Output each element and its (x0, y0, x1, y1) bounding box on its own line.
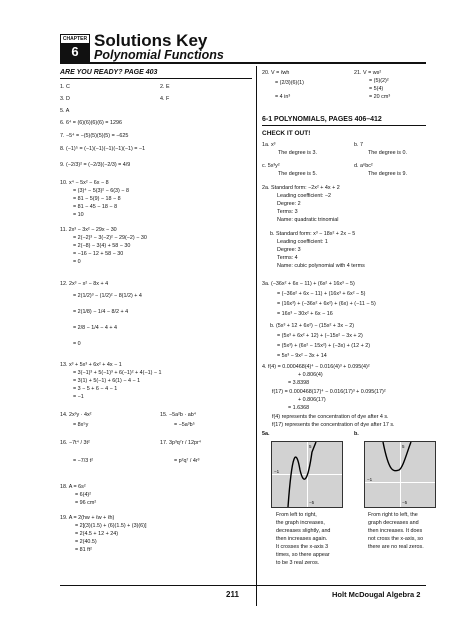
work-line: = (3)⁴ − 5(3)² − 6(3) − 8 (73, 188, 129, 194)
caption-5a-line: decreases slightly, and (276, 528, 331, 534)
work-line: Name: quadratic trinomial (277, 217, 339, 223)
tick-label: −5 (402, 500, 408, 505)
work-line: = 81 − 45 − 18 − 8 (73, 204, 118, 210)
caption-5b-line: then increases. It does (368, 528, 423, 534)
work-line: = 96 cm² (75, 500, 97, 506)
answer-4: 4. f(4) = 0.000468(4)⁴ − 0.016(4)³ + 0.095(4)² (262, 364, 370, 370)
answer-18: 18. A = 6s² (60, 484, 86, 490)
section-heading-ready: ARE YOU READY? PAGE 403 (60, 69, 158, 76)
answer-13: 13. x³ + 5x³ + 6x² + 4x − 1 (60, 362, 122, 368)
work-line: = (−36x² + 6x − 11) + (16x³ + 6x² − 5) (277, 291, 366, 297)
answer-17: 17. 3p³q⁷r / 12pr⁴ (160, 440, 202, 446)
graph-5a (271, 441, 343, 508)
answer-1a: 1a. x³ (262, 142, 276, 148)
caption-5b-line: there are no real zeros. (368, 544, 424, 550)
tick-label: −5 (309, 500, 315, 505)
curve-no-zeros (365, 442, 435, 507)
work-line: = −7/3 t² (73, 458, 94, 464)
answer-14: 14. 2x³y · 4x² (60, 412, 92, 418)
tick-label: 5 (309, 444, 312, 449)
answer-3b: b. (5x³ + 12 + 6x²) − (15x² + 3x − 2) (270, 323, 355, 329)
work-line: = 2[(3)(1.5) + (6)(1.5) + (3)(6)] (75, 523, 147, 529)
work-line: = 2/8 − 1/4 − 4 + 4 (73, 325, 118, 331)
chapter-number: 6 (71, 44, 79, 59)
answer-3a: 3a. (−36x² + 6x − 11) + (6x² + 16x³ − 5) (262, 281, 355, 287)
answer-21: 21. V = ws² (354, 70, 382, 76)
work-line: = −16 − 12 + 58 − 30 (73, 251, 124, 257)
answer-1d: d. a⁶bc² (354, 163, 373, 169)
chapter-label: CHAPTER (62, 36, 88, 42)
work-line: The degree is 5. (278, 171, 317, 177)
work-line: = 4 in³ (275, 94, 291, 100)
check-it-out-heading: CHECK IT OUT! (262, 130, 311, 137)
page-title: Solutions Key (94, 31, 208, 50)
work-line: Terms: 4 (277, 255, 298, 261)
answer-10: 10. x⁴ − 5x² − 6x − 8 (60, 180, 109, 186)
work-line: = −1 (73, 394, 84, 400)
work-line: = 20 cm³ (369, 94, 391, 100)
graph-5b (364, 441, 436, 508)
work-line: Leading coefficient: −2 (277, 193, 331, 199)
work-line: + 0.806(17) (298, 397, 326, 403)
work-line: = 8x⁵y (73, 422, 89, 428)
chapter-badge (60, 34, 90, 62)
work-line: Leading coefficient: 1 (277, 239, 328, 245)
work-line: = 5x³ − 9x² − 3x + 14 (277, 353, 327, 359)
work-line: = 3(1) + 5(−1) + 6(1) − 4 − 1 (73, 378, 141, 384)
work-line: = 3.8398 (288, 380, 310, 386)
work-line: = 5(4) (369, 86, 384, 92)
work-line: + 0.806(4) (298, 372, 323, 378)
work-line: = 2(4.5 + 12 + 24) (75, 531, 119, 537)
work-line: = 0 (73, 341, 81, 347)
work-line: = 6(4)² (75, 492, 92, 498)
caption-5a-line: From left to right, (276, 512, 317, 518)
tick-label: 5 (402, 444, 405, 449)
work-line: Name: cubic polynomial with 4 terms (277, 263, 365, 269)
work-line: = 10 (73, 212, 84, 218)
work-line: = 81 − 5(9) − 18 − 8 (73, 196, 121, 202)
work-line: = p²q⁷ / 4r³ (174, 458, 200, 464)
answer-3: 3. D (60, 96, 70, 102)
section-heading-polynomials: 6-1 POLYNOMIALS, PAGES 406–412 (262, 116, 382, 123)
caption-5a-line: times, so there appear (276, 552, 330, 558)
work-line: = (16x³) + (−36x² + 6x²) + (6x) + (−11 − 5) (277, 301, 376, 307)
answer-20: 20. V = ℓwh (262, 70, 290, 76)
answer-1c: c. 5x³y² (262, 163, 280, 169)
answer-5a: 5a. (262, 431, 270, 437)
book-title: Holt McDougal Algebra 2 (332, 590, 421, 599)
caption-5a-line: the graph increases, (276, 520, 325, 526)
work-line: = −5a³b⁵ (174, 422, 195, 428)
column-divider (256, 66, 257, 606)
work-line: = (5x³) + (6x² − 15x²) + (−3x) + (12 + 2) (277, 343, 371, 349)
answer-12: 12. 2x³ − x² − 8x + 4 (60, 281, 109, 287)
answer-1b: b. 7 (354, 142, 363, 148)
work-line: = (5)(2)² (369, 78, 389, 84)
answer-2: 2. E (160, 84, 170, 90)
answer-19: 19. A = 2(hw + ℓw + ℓh) (60, 515, 115, 521)
caption-5b-line: not cross the x-axis, so (368, 536, 424, 542)
work-line: = 1.6368 (288, 405, 310, 411)
footer-rule (60, 585, 426, 586)
work-line: Degree: 2 (277, 201, 301, 207)
work-line: = 0 (73, 259, 81, 265)
answer-6: 6. 6⁴ = (6)(6)(6)(6) = 1296 (60, 120, 122, 126)
answer-16: 16. −7t⁴ / 3t² (60, 440, 90, 446)
work-line: = 81 ft² (75, 547, 92, 553)
answer-11: 11. 2x³ − 3x² − 29x − 30 (60, 227, 117, 233)
work-line: = 3(−1)³ + 5(−1)³ + 6(−1)² + 4(−1) − 1 (73, 370, 162, 376)
section-rule (60, 78, 252, 79)
page-subtitle: Polynomial Functions (94, 48, 224, 62)
answer-8: 8. (−1)⁵ = (−1)(−1)(−1)(−1)(−1) = −1 (60, 146, 146, 152)
work-line: = 2(40.5) (75, 539, 97, 545)
answer-9: 9. (−2/3)² = (−2/3)(−2/3) = 4/9 (60, 162, 131, 168)
work-line: = 2(1/2)³ − (1/2)² − 8(1/2) + 4 (73, 293, 142, 299)
answer-7: 7. −5⁴ = −(5)(5)(5)(5) = −625 (60, 133, 129, 139)
work-line: = (2/3)(6)(1) (275, 80, 304, 86)
work-line: The degree is 9. (368, 171, 407, 177)
caption-5a-line: It crosses the x-axis 3 (276, 544, 329, 550)
cubic-curve-3-zeros (272, 442, 342, 507)
answer-5: 5. A (60, 108, 70, 114)
answer-1: 1. C (60, 84, 70, 90)
work-line: = 2(−2)³ − 3(−2)² − 29(−2) − 30 (73, 235, 147, 241)
work-line: f(4) represents the concentration of dye after 4 s. (272, 414, 389, 420)
work-line: = 2(1/8) − 1/4 − 8/2 + 4 (73, 309, 129, 315)
page-number: 211 (226, 590, 239, 599)
answer-5b: b. (354, 431, 359, 437)
work-line: The degree is 3. (278, 150, 317, 156)
answer-2b: b. Standard form: x³ − 18x² + 2x − 5 (270, 231, 356, 237)
work-line: Terms: 3 (277, 209, 298, 215)
work-line: = 2(−8) − 3(4) + 58 − 30 (73, 243, 131, 249)
caption-5b-line: From right to left, the (368, 512, 418, 518)
work-line: f(17) represents the concentration of dye after 17 s. (272, 422, 395, 428)
caption-5a-line: then increases again. (276, 536, 328, 542)
work-line: Degree: 3 (277, 247, 301, 253)
section-rule (262, 125, 426, 126)
answer-2a: 2a. Standard form: −2x² + 4x + 2 (262, 185, 340, 191)
work-line: = 16x³ − 30x² + 6x − 16 (277, 311, 333, 317)
work-line: The degree is 0. (368, 150, 407, 156)
work-line: f(17) = 0.000468(17)⁴ − 0.016(17)³ + 0.095(17)² (272, 389, 386, 395)
tick-label: −1 (274, 469, 280, 474)
work-line: = 3 − 5 + 6 − 4 − 1 (73, 386, 118, 392)
header-rule (60, 62, 426, 64)
caption-5a-line: to be 3 real zeros. (276, 560, 320, 566)
answer-4: 4. F (160, 96, 170, 102)
tick-label: −1 (367, 477, 373, 482)
work-line: = (5x³ + 6x² + 12) + (−15x² − 3x + 2) (277, 333, 363, 339)
caption-5b-line: graph decreases and (368, 520, 419, 526)
answer-15: 15. −5a²b · ab⁴ (160, 412, 197, 418)
